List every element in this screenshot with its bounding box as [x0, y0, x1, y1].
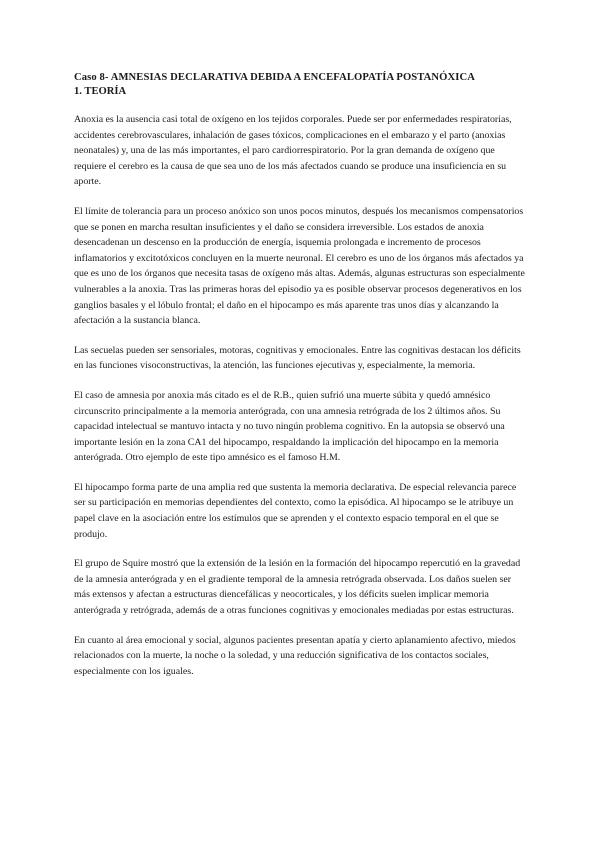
paragraph-emotional-social: En cuanto al área emocional y social, algunos pacientes presentan apatía y cierto aplanamiento afectivo, miedos relacionados con la muerte, la noche o la soledad, y una reducción significativa de los contactos sociales, especialmente con los iguales.	[74, 634, 516, 677]
paragraph-rb-case: El caso de amnesia por anoxia más citado es el de R.B., quien sufrió una muerte súbita y quedó amnésico circunscrito principalmente a la memoria anterógrada, con una amnesia retrógrada de los 2 últimos años. Su capacidad intelectual se mantuvo intacta y no tuvo ningún problema cognitivo. En la autopsia se observó una importante lesión en la zona CA1 del hipocampo, respaldando la implicación del hipocampo en la memoria anterógrada. Otro ejemplo de este tipo amnésico es el famoso H.M.	[74, 389, 505, 464]
paragraph-hippocampus: El hipocampo forma parte de una amplia red que sustenta la memoria declarativa. De especial relevancia parece ser su participación en memorias dependientes del contexto, como la episódica. Al hipocampo se le atribuye un papel clave en la asociación entre los estímulos que se aprenden y el contexto espacio temporal en el que se produjo.	[74, 481, 517, 540]
section-heading: 1. TEORÍA	[74, 86, 127, 97]
paragraph-sequelae: Las secuelas pueden ser sensoriales, motoras, cognitivas y emocionales. Entre las cognitivas destacan los déficits en las funciones visoconstructivas, la atención, las funciones ejecutivas y, especialmente, la memoria.	[74, 344, 521, 372]
paragraph-tolerance-limit: El límite de tolerancia para un proceso anóxico son unos pocos minutos, después los mecanismos compensatorios que se ponen en marcha resultan insuficientes y el daño se considera irreversible. Los estados de anoxia desencadenan un descenso en la producción de energía, isquemia prolongada e incremento de procesos inflamatorios y excitotóxicos concluyen en la muerte neuronal. El cerebro es uno de los órganos más afectados ya que es uno de los órganos que necesita tasas de oxígeno más altas. Además, algunas estructuras son especialmente vulnerables a la anoxia. Tras las primeras horas del episodio ya es posible observar procesos degenerativos en los ganglios basales y el lóbulo frontal; el daño en el hipocampo es más aparente tras unos días y alcanzando la afectación a la sustancia blanca.	[74, 205, 525, 327]
paragraph-squire-group: El grupo de Squire mostró que la extensión de la lesión en la formación del hipocampo repercutió en la gravedad de la amnesia anterógrada y en el gradiente temporal de la amnesia retrógrada observada. Los daños suelen ser más extensos y afectan a estructuras diencefálicas y neocorticales, y los déficits suelen implicar memoria anterógrada y retrógrada, además de a otras funciones cognitivas y emocionales mediadas por estas estructuras.	[74, 558, 521, 617]
paragraph-anoxia-definition: Anoxia es la ausencia casi total de oxígeno en los tejidos corporales. Puede ser por enfermedades respiratorias, accidentes cerebrovasculares, inhalación de gases tóxicos, complicaciones en el embarazo y el parto (anoxias neonatales) y, una de las más importantes, el paro cardiorrespiratorio. Por la gran demanda de oxígeno que requiere el cerebro es la causa de que sea uno de los más afectados cuando se produce una insuficiencia en su aporte.	[74, 114, 512, 188]
document-title: Caso 8- AMNESIAS DECLARATIVA DEBIDA A ENCEFALOPATÍA POSTANÓXICA	[74, 72, 475, 83]
